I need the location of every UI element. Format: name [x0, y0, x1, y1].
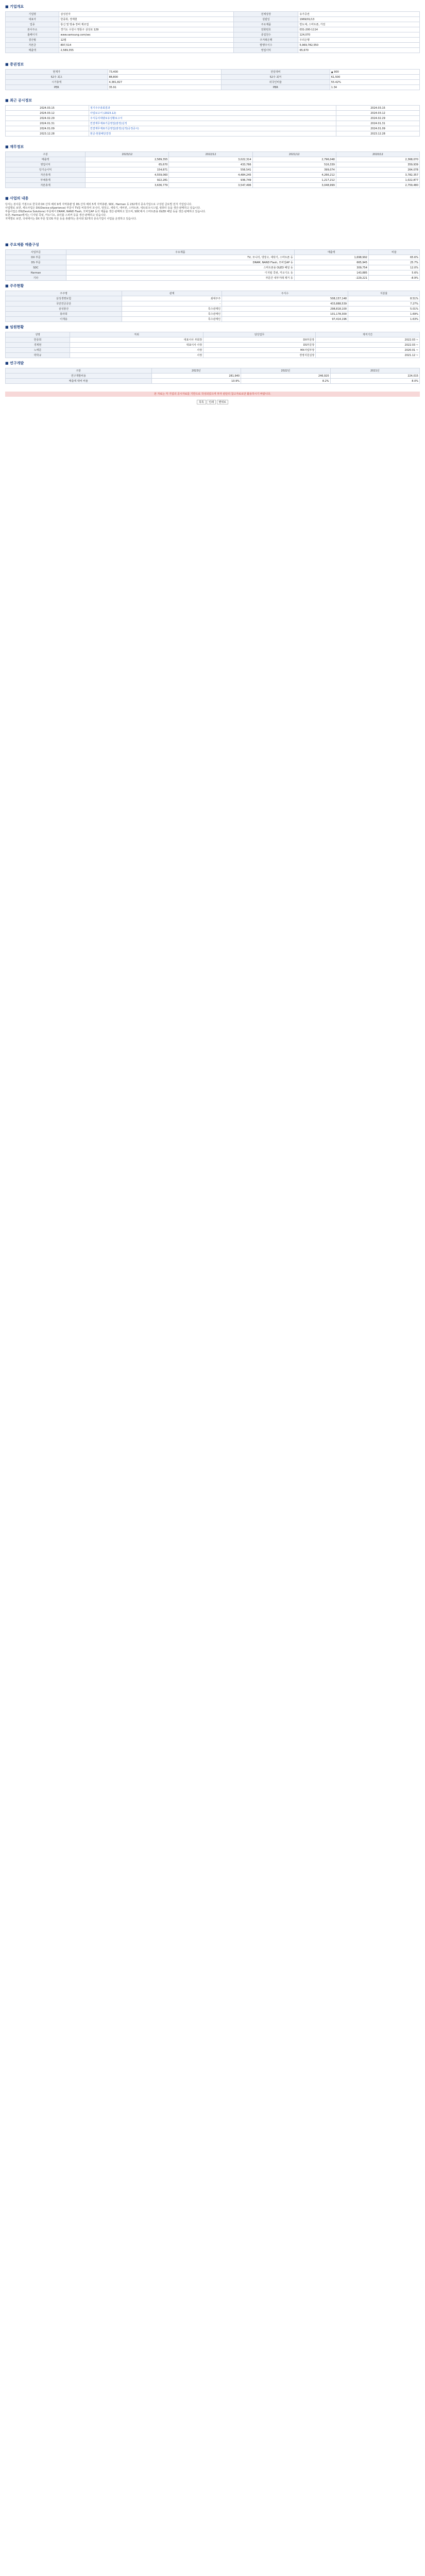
section-title: ■ 기업개요: [0, 4, 425, 9]
field-value: 031-200-1114: [298, 27, 420, 32]
field-label: 설립일: [234, 17, 298, 22]
rnd-table: [5, 368, 420, 384]
cell-value: 5.6%: [368, 270, 419, 276]
row-label: Harman: [6, 270, 66, 276]
field-label: 전일대비: [221, 70, 330, 75]
cell-value: 경영지원실장: [203, 353, 316, 358]
row-label: 이재용: [6, 317, 122, 322]
row-label: 기타: [6, 276, 66, 281]
table-row: [6, 312, 420, 317]
section-title: ■ 임원현황: [0, 325, 425, 330]
disclosure-submit-date: 2024.03.12: [336, 111, 420, 116]
disclosure-title-link[interactable]: 연결재무제표기준영업(잠정)실적: [89, 121, 336, 126]
paragraph: 지역별로 보면, 국내에서는 DX 부문 및 DS 부문 등을 총괄하는 본사와 32개의 종속기업이 사업을 운영하고 있습니다.: [5, 217, 137, 221]
header-row: [6, 152, 420, 157]
footer: [0, 392, 425, 408]
field-value: 우리은행: [298, 38, 420, 43]
field-value: 35.91: [108, 85, 221, 90]
column-header: 담당업무: [203, 332, 316, 337]
field-value: 124,070: [298, 32, 420, 38]
field-value: ▲ 900: [330, 70, 419, 75]
field-label: 52주 최저: [221, 75, 330, 80]
table-row: [6, 337, 420, 343]
cell-value: DX부문장: [203, 337, 316, 343]
table-row: [6, 70, 420, 75]
cell-value: 281,940: [151, 374, 241, 379]
shareholders-table: [5, 291, 420, 322]
table-row: [6, 317, 420, 322]
cell-value: 최대주주: [122, 296, 222, 301]
row-label: 당기순이익: [6, 167, 86, 173]
column-header: 구분: [6, 152, 86, 157]
column-header: 성명: [6, 332, 70, 337]
field-label: 업종: [6, 22, 59, 27]
table-row: [6, 307, 420, 312]
paragraph: 당사는 본사를 거점으로 한국과 DX 산하 해외 9개 지역총괄 및 DS 산하 해외 5개 지역총괄, SDC, Harman 등 232개의 종속기업으로 구성된 글로벌 전자 기업입니다.: [5, 203, 192, 206]
table-row: [6, 255, 420, 260]
table-row: [6, 12, 420, 17]
field-value: 61,500: [330, 75, 419, 80]
disclosure-date: 2024.03.12: [6, 111, 89, 116]
row-label: 매출액: [6, 157, 86, 162]
cell-value: 264,078: [336, 167, 419, 173]
field-label: 주거래은행: [234, 38, 298, 43]
disclosure-title-link[interactable]: 사업보고서 (2023.12): [89, 111, 336, 116]
table-row[interactable]: [6, 116, 420, 121]
column-header: 직위: [70, 332, 203, 337]
disclosure-date: 2024.02.29: [6, 116, 89, 121]
column-header: 지분율: [348, 291, 419, 296]
cell-value: 4,266,212: [252, 173, 336, 178]
cell-value: 1.69%: [348, 312, 419, 317]
disclosure-date: 2024.01.31: [6, 121, 89, 126]
disclosure-title-link[interactable]: 주식등의대량보유상황보고서: [89, 116, 336, 121]
stock-table: [5, 69, 420, 90]
paragraph: 사업별로 보면, 세트사업은 DX(Device eXperience) 부문이 TV를 비롯하여 모니터, 냉장고, 세탁기, 에어컨, 스마트폰, 네트워크시스템, 컴퓨터 등을 생산·판매하고 있습니다.: [5, 207, 201, 210]
section-title: ■ 증권정보: [0, 62, 425, 67]
cell-value: 사장: [70, 353, 203, 358]
cell-value: 2021.12 ~: [316, 353, 420, 358]
column-header: 사업부문: [6, 250, 66, 255]
column-header: 구분: [6, 368, 152, 374]
table-row: [6, 379, 420, 384]
cell-value: 1,217,212: [252, 178, 336, 183]
cell-value: 사장: [70, 348, 203, 353]
cell-value: 10.9%: [151, 379, 241, 384]
cell-value: 4,559,060: [86, 173, 169, 178]
cell-value: 359,939: [336, 162, 419, 167]
column-header: 관계: [122, 291, 222, 296]
column-header: 2021/12: [252, 152, 336, 157]
table-row: [6, 157, 420, 162]
cell-value: 516,339: [252, 162, 336, 167]
section-disclosures: [0, 98, 425, 139]
table-row[interactable]: [6, 126, 420, 131]
cell-value: -229,221: [294, 276, 368, 281]
cell-value: 2020.01 ~: [316, 348, 420, 353]
cell-value: 12.0%: [368, 265, 419, 270]
cell-value: 665,945: [294, 260, 368, 265]
row-label: 삼성물산: [6, 307, 122, 312]
cell-value: DRAM, NAND Flash, 모바일AP 등: [66, 260, 295, 265]
table-row[interactable]: [6, 131, 420, 137]
disclosure-table: [5, 105, 420, 137]
section-title: ■ 최근 공시정보: [0, 98, 425, 103]
cell-value: 922,281: [86, 178, 169, 183]
field-value: 1.34: [330, 85, 419, 90]
field-value: 유가증권: [298, 12, 420, 17]
table-row: [6, 296, 420, 301]
field-label: 전화번호: [234, 27, 298, 32]
notice-bar: 본 자료는 각 기업의 공시자료를 기반으로 작성되었으며 투자 판단의 참고자료로만 활용하시기 바랍니다.: [5, 392, 420, 397]
field-value: 65,670: [298, 48, 420, 53]
cell-value: 309,754: [294, 265, 368, 270]
section-title: ■ 주주현황: [0, 283, 425, 289]
cell-value: 2,368,070: [336, 157, 419, 162]
column-header: 매출액: [294, 250, 368, 255]
row-label: 한종희: [6, 337, 70, 343]
field-value: 통신 및 방송 장비 제조업: [59, 22, 234, 27]
cell-value: 65.6%: [368, 255, 419, 260]
list-button[interactable]: 목록: [197, 400, 206, 404]
table-row: [6, 301, 420, 307]
cell-value: 디지털 콕핏, 카오디오 등: [66, 270, 295, 276]
field-label: 대표자: [6, 17, 59, 22]
section-stock-info: [0, 62, 425, 92]
table-row: [6, 348, 420, 353]
table-row: [6, 167, 420, 173]
cell-value: 65,670: [86, 162, 169, 167]
section-executives: [0, 325, 425, 360]
cell-value: 2,589,355: [86, 157, 169, 162]
table-row: [6, 374, 420, 379]
column-header: 2022/12: [169, 152, 252, 157]
table-row: [6, 270, 420, 276]
table-row: [6, 17, 420, 22]
cell-value: 1,022,877: [336, 178, 419, 183]
cell-value: 4,484,245: [169, 173, 252, 178]
products-table: [5, 249, 420, 281]
column-header: 주식수: [222, 291, 348, 296]
section-products: [0, 242, 425, 283]
row-label: DS 부문: [6, 260, 66, 265]
cell-value: 399,074: [252, 167, 336, 173]
field-label: 본사주소: [6, 27, 59, 32]
table-row: [6, 265, 420, 270]
paragraph: 또한, Harman에서는 디지털 콕핏, 카오디오, 포터블 스피커 등을 생산·판매하고 있습니다.: [5, 214, 107, 217]
cell-value: 2,759,480: [336, 183, 419, 188]
disclosure-submit-date: 2024.03.15: [336, 106, 420, 111]
cell-value: 스마트폰용 OLED 패널 등: [66, 265, 295, 270]
column-header: 2021년: [330, 368, 419, 374]
cell-value: 5.01%: [348, 307, 419, 312]
field-value: 2,589,355: [59, 48, 234, 53]
field-label: 자본금: [6, 43, 59, 48]
field-value: 반도체, 스마트폰, 가전: [298, 22, 420, 27]
cell-value: 1.63%: [348, 317, 419, 322]
row-label: 연구개발비용: [6, 374, 152, 379]
header-row: [6, 368, 420, 374]
table-row: [6, 38, 420, 43]
disclosure-submit-date: 2024.01.31: [336, 121, 420, 126]
section-shareholders: [0, 283, 425, 324]
row-label: 박학규: [6, 353, 70, 358]
row-label: 홍라희: [6, 312, 122, 317]
section-title: ■ 연구개발: [0, 361, 425, 366]
cell-value: 대표이사 사장: [70, 343, 203, 348]
disclosure-submit-date: 2023.12.28: [336, 131, 420, 137]
disclosure-title-link[interactable]: 정기주주총회결과: [89, 106, 336, 111]
field-label: 기업명: [6, 12, 59, 17]
table-row: [6, 173, 420, 178]
cell-value: 101,178,300: [222, 312, 348, 317]
row-label: 자본총계: [6, 183, 86, 188]
field-label: 현재가: [6, 70, 108, 75]
table-row: [6, 183, 420, 188]
cell-value: 556,541: [169, 167, 252, 173]
financial-table: [5, 151, 420, 188]
field-label: 결산월: [6, 38, 59, 43]
field-value: 5,969,782,550: [298, 43, 420, 48]
table-row: [6, 178, 420, 183]
field-value: 삼성전자: [59, 12, 234, 17]
cell-value: 2,796,048: [252, 157, 336, 162]
cell-value: 특수관계인: [122, 317, 222, 322]
table-row: [6, 75, 420, 80]
top-button[interactable]: 맨위로: [217, 400, 229, 404]
cell-value: 246,920: [241, 374, 330, 379]
cell-value: 8.2%: [241, 379, 330, 384]
column-header: 주요제품: [66, 250, 295, 255]
cell-value: 2022.03 ~: [316, 343, 420, 348]
table-row: [6, 343, 420, 348]
table-row[interactable]: [6, 121, 420, 126]
field-label: 종업원수: [234, 32, 298, 38]
field-value: 897,514: [59, 43, 234, 48]
field-value: 한종희, 경계현: [59, 17, 234, 22]
cell-value: 25.7%: [368, 260, 419, 265]
row-label: 부채총계: [6, 178, 86, 183]
table-row: [6, 32, 420, 38]
disclosure-title-link[interactable]: 연결재무제표기준영업(잠정)실적(공정공시): [89, 126, 336, 131]
cell-value: 143,885: [294, 270, 368, 276]
column-header: 주주명: [6, 291, 122, 296]
cell-value: 3,022,314: [169, 157, 252, 162]
row-label: 영업이익: [6, 162, 86, 167]
column-header: 2020/12: [336, 152, 419, 157]
table-row: [6, 80, 420, 85]
column-header: 재직기간: [316, 332, 420, 337]
field-label: 발행주식수: [234, 43, 298, 48]
table-row: [6, 27, 420, 32]
cell-value: 508,157,148: [222, 296, 348, 301]
cell-value: -: [122, 301, 222, 307]
row-label: SDC: [6, 265, 66, 270]
column-header: 2022년: [241, 368, 330, 374]
field-label: 주요제품: [234, 22, 298, 27]
disclosure-submit-date: 2024.02.29: [336, 116, 420, 121]
column-header: 2023/12: [86, 152, 169, 157]
paragraph: 부품사업은 DS(Device Solutions) 부문에서 DRAM, NAND Flash, 모바일AP 등의 제품을 생산·판매하고 있으며, SDC에서 스마트폰용 OLED 패널 등을 생산·판매하고 있습니다.: [5, 210, 206, 213]
field-value: 55.42%: [330, 80, 419, 85]
table-row: [6, 276, 420, 281]
row-label: 매출액 대비 비율: [6, 379, 152, 384]
cell-value: DS부문장: [203, 343, 316, 348]
row-label: 국민연금공단: [6, 301, 122, 307]
column-header: 비율: [368, 250, 419, 255]
cell-value: 433,766: [169, 162, 252, 167]
print-button[interactable]: 인쇄: [207, 400, 216, 404]
cell-value: 부문간 내부거래 제거 등: [66, 276, 295, 281]
field-value: 4,381,827: [108, 80, 221, 85]
cell-value: 154,871: [86, 167, 169, 173]
disclosure-title-link[interactable]: 현금·현물배당결정: [89, 131, 336, 137]
cell-value: 3,547,496: [169, 183, 252, 188]
cell-value: -8.9%: [368, 276, 419, 281]
cell-value: 1,698,992: [294, 255, 368, 260]
field-value: 경기도 수원시 영통구 삼성로 129: [59, 27, 234, 32]
header-row: [6, 332, 420, 337]
row-label: 자산총계: [6, 173, 86, 178]
header-row: [6, 291, 420, 296]
field-label: 52주 최고: [6, 75, 108, 80]
section-business: [0, 196, 425, 223]
table-row[interactable]: [6, 111, 420, 116]
field-value: 88,800: [108, 75, 221, 80]
table-row: [6, 43, 420, 48]
field-value: 12월: [59, 38, 234, 43]
field-label: 영업이익: [234, 48, 298, 53]
field-label: 외국인비율: [221, 80, 330, 85]
section-rnd: [0, 361, 425, 386]
executives-table: [5, 332, 420, 358]
footer-buttons: [5, 400, 420, 404]
cell-value: 대표이사 부회장: [70, 337, 203, 343]
cell-value: 97,414,196: [222, 317, 348, 322]
section-financials: [0, 144, 425, 190]
field-value: www.samsung.com/sec: [59, 32, 234, 38]
disclosure-date: 2023.12.28: [6, 131, 89, 137]
section-company-overview: [0, 4, 425, 55]
field-label: PER: [6, 85, 108, 90]
cell-value: 8.0%: [330, 379, 419, 384]
overview-table: [5, 11, 420, 53]
table-row: [6, 162, 420, 167]
row-label: 경계현: [6, 343, 70, 348]
table-row: [6, 353, 420, 358]
cell-value: 3,048,999: [252, 183, 336, 188]
field-label: 시가총액: [6, 80, 108, 85]
field-label: PBR: [221, 85, 330, 90]
cell-value: 특수관계인: [122, 307, 222, 312]
business-text: [5, 203, 420, 221]
cell-value: 433,888,539: [222, 301, 348, 307]
row-label: 노태문: [6, 348, 70, 353]
row-label: 삼성생명보험: [6, 296, 122, 301]
field-value: 1969/01/13: [298, 17, 420, 22]
cell-value: 224,015: [330, 374, 419, 379]
cell-value: MX사업부장: [203, 348, 316, 353]
cell-value: 3,782,357: [336, 173, 419, 178]
table-row: [6, 48, 420, 53]
table-row: [6, 22, 420, 27]
field-label: 전체상장: [234, 12, 298, 17]
column-header: 2023년: [151, 368, 241, 374]
disclosure-date: 2024.03.15: [6, 106, 89, 111]
field-label: 홈페이지: [6, 32, 59, 38]
section-title: ■ 주요제품 매출구성: [0, 242, 425, 247]
section-title: ■ 사업의 내용: [0, 196, 425, 201]
cell-value: 936,749: [169, 178, 252, 183]
cell-value: 특수관계인: [122, 312, 222, 317]
cell-value: 3,636,779: [86, 183, 169, 188]
cell-value: 2022.03 ~: [316, 337, 420, 343]
field-label: 매출액: [6, 48, 59, 53]
table-row: [6, 260, 420, 265]
header-row: [6, 250, 420, 255]
cell-value: 298,818,100: [222, 307, 348, 312]
disclosure-date: 2024.01.09: [6, 126, 89, 131]
field-value: 73,400: [108, 70, 221, 75]
disclosure-submit-date: 2024.01.09: [336, 126, 420, 131]
cell-value: 8.51%: [348, 296, 419, 301]
table-row[interactable]: [6, 106, 420, 111]
table-row: [6, 85, 420, 90]
section-title: ■ 재무정보: [0, 144, 425, 149]
row-label: DX 부문: [6, 255, 66, 260]
cell-value: TV, 모니터, 냉장고, 세탁기, 스마트폰 등: [66, 255, 295, 260]
cell-value: 7.27%: [348, 301, 419, 307]
